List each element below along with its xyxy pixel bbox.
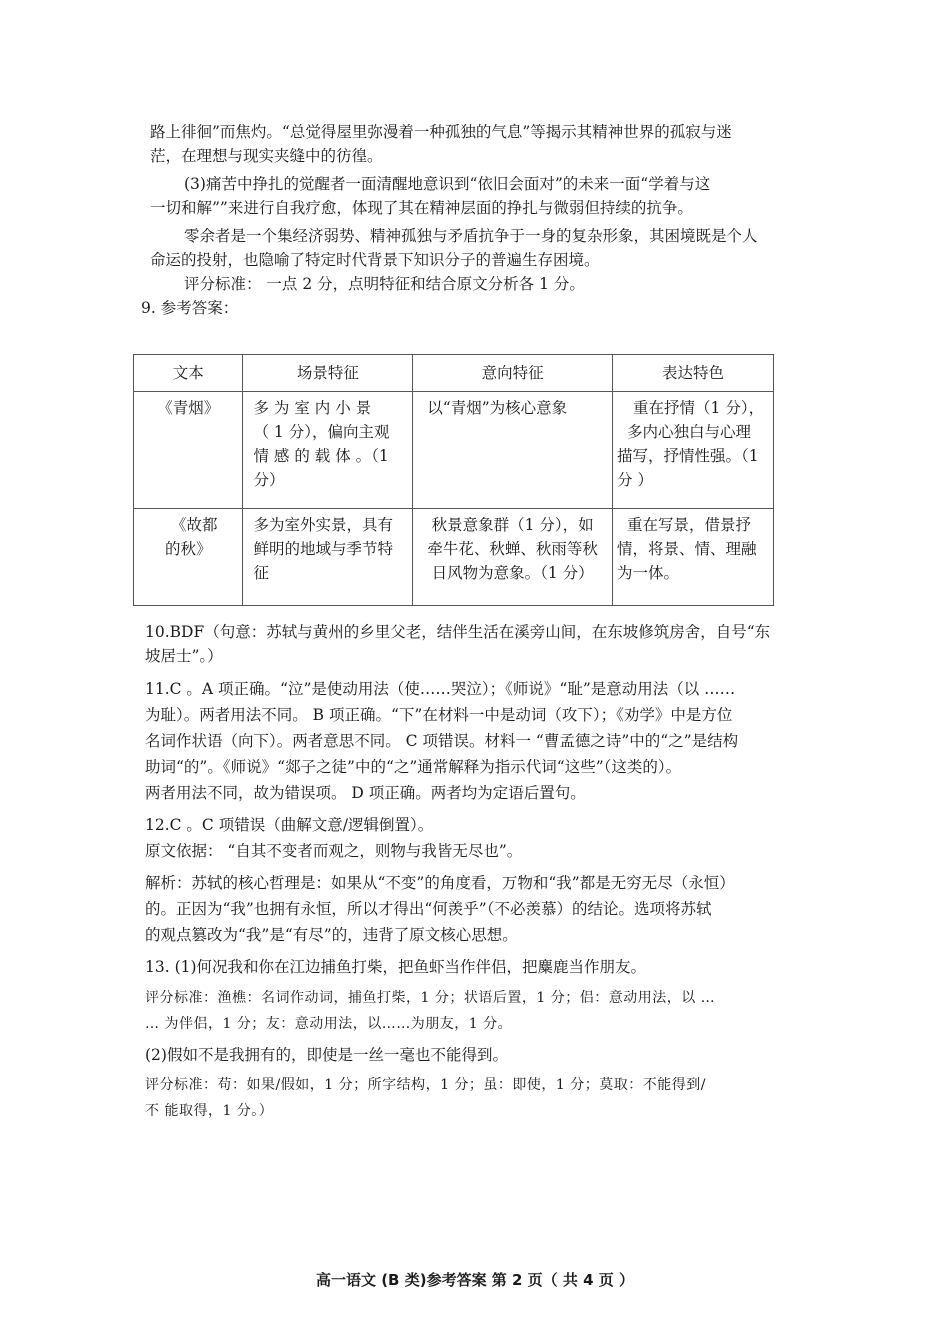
cell-line: 重在抒情（1 分），	[633, 399, 765, 417]
cell-line: 的秋》	[164, 540, 212, 558]
text-line: 名词作状语（向下）。两者意思不同。 C 项错误。材料一 “曹孟德之诗”中的“之”是结构	[145, 732, 739, 750]
style-cell	[613, 392, 774, 509]
text-line: 原文依据： “自其不变者而观之，则物与我皆无尽也”。	[145, 842, 523, 860]
cell-line: 情 感 的 载 体 。（1	[253, 447, 389, 465]
header-cell: 意向特征	[413, 355, 613, 392]
question-9-label	[141, 296, 238, 320]
summary-paragraph	[184, 224, 758, 248]
text-line: 不 能取得，1 分。）	[145, 1103, 274, 1119]
scene-cell	[243, 392, 413, 509]
page-footer: 高一语文 (B 类)参考答案 第 2 页（ 共 4 页 ）	[315, 1271, 635, 1289]
table-row	[134, 509, 774, 606]
point-3-paragraph-cont	[150, 196, 693, 220]
header-cell: 文本	[134, 355, 243, 392]
q13-scoring-2	[145, 1072, 706, 1124]
text-line: 11.C 。A 项正确。“泣”是使动用法（使……哭泣）；《师说》“耻”是意动用法（以 ……	[145, 680, 736, 698]
scoring-text: 评分标准： 一点 2 分，点明特征和结合原文分析各 1 分。	[184, 275, 585, 293]
q9-text: 9. 参考答案：	[141, 299, 239, 317]
scene-cell	[243, 509, 413, 606]
image-cell	[413, 392, 613, 509]
cell-line: 多内心独白与心理	[627, 423, 752, 441]
text-line: (3)痛苦中挣扎的觉醒者一面清醒地意识到“依旧会面对”的未来一面“学着与这	[184, 175, 711, 193]
cell-line: 秋景意象群（1 分），如	[431, 516, 594, 534]
cell-line: 《故都	[170, 516, 218, 534]
table-row	[134, 392, 774, 509]
cell-line: 情，将景、情、理融	[617, 540, 757, 558]
text-line: 助词“的”。《师说》“郯子之徒”中的“之”通常解释为指示代词“这些”（这类的）。	[145, 758, 682, 776]
text-line: 评分标准：苟：如果/假如，1 分；所字结构，1 分；虽：即使，1 分；莫取：不能得到/	[145, 1077, 707, 1093]
cell-line: 描写，抒情性强。（1	[617, 447, 759, 465]
scoring-standard	[184, 272, 585, 296]
text-line: 的观点篡改为“我”是“有尽”的，违背了原文核心思想。	[145, 926, 518, 944]
cell-line: 《青烟》	[157, 399, 220, 417]
summary-paragraph-cont	[150, 248, 600, 272]
text-line: 12.C 。C 项错误（曲解文意/逻辑倒置）。	[145, 816, 434, 834]
text-cell	[134, 392, 243, 509]
text-line: 为耻）。两者用法不同。 B 项正确。“下”在材料一中是动词（攻下）；《劝学》中是方位	[145, 706, 733, 724]
text-line: 零余者是一个集经济弱势、精神孤独与矛盾抗争于一身的复杂形象，其困境既是个人	[184, 227, 758, 245]
text-line: 评分标准：渔樵：名词作动词，捕鱼打柴，1 分；状语后置，1 分；侣：意动用法，以 …	[145, 990, 716, 1006]
text-line: … 为伴侣，1 分；友：意动用法，以……为朋友，1 分。	[145, 1016, 513, 1032]
text-line: 的。正因为“我”也拥有永恒，所以才得出“何羡乎”（不必羡慕）的结论。选项将苏轼	[145, 900, 712, 918]
text-line: 命运的投射，也隐喻了特定时代背景下知识分子的普遍生存困境。	[150, 251, 600, 269]
cell-line: 多 为 室 内 小 景	[253, 399, 372, 417]
text-line: 坡居士”。）	[145, 647, 223, 665]
text-cell	[134, 509, 243, 606]
cell-line: （ 1 分），偏向主观	[253, 423, 390, 441]
cell-line: 日风物为意象。（1 分）	[431, 564, 594, 582]
image-cell	[413, 509, 613, 606]
question-10	[145, 620, 770, 668]
answer-table	[133, 354, 774, 606]
text-line: 10.BDF（句意：苏轼与黄州的乡里父老，结伴生活在溪旁山间，在东坡修筑房舍，自号“东	[145, 623, 771, 641]
question-13-part-1	[145, 954, 646, 980]
text-line: 一切和解””来进行自我疗愈，体现了其在精神层面的挣扎与微弱但持续的抗争。	[150, 199, 693, 217]
cell-line: 牵牛花、秋蝉、秋雨等秋	[427, 540, 598, 558]
table-header-row	[134, 355, 774, 392]
cell-line: 重在写景，借景抒	[627, 516, 752, 534]
cell-line: 分）	[253, 471, 285, 489]
point-3-paragraph	[184, 172, 710, 196]
cell-line: 征	[253, 564, 269, 582]
text-line: 路上徘徊”而焦灼。“总觉得屋里弥漫着一种孤独的气息”等揭示其精神世界的孤寂与迷	[150, 123, 732, 141]
text-line: 解析：苏轼的核心哲理是：如果从“不变”的角度看，万物和“我”都是无穷无尽（永恒）	[145, 874, 735, 892]
q13-scoring-1	[145, 985, 715, 1037]
style-cell	[613, 509, 774, 606]
header-cell: 表达特色	[613, 355, 774, 392]
text-line: 茫，在理想与现实夹缝中的彷徨。	[150, 147, 383, 165]
intro-paragraph	[150, 120, 732, 168]
cell-line: 多为室外实景，具有	[253, 516, 393, 534]
text-line: (2)假如不是我拥有的，即使是一丝一毫也不能得到。	[145, 1046, 508, 1064]
text-line: 13. (1)何况我和你在江边捕鱼打柴，把鱼虾当作伴侣，把麋鹿当作朋友。	[145, 958, 647, 976]
header-cell: 场景特征	[243, 355, 413, 392]
cell-line: 为一体。	[617, 564, 680, 582]
question-13-part-2	[145, 1042, 508, 1068]
cell-line: 分 ）	[617, 471, 653, 489]
text-line: 两者用法不同，故为错误项。 D 项正确。两者均为定语后置句。	[145, 784, 586, 802]
cell-line: 以“青烟”为核心意象	[427, 399, 568, 417]
question-12	[145, 812, 735, 948]
cell-line: 鲜明的地域与季节特	[253, 540, 393, 558]
question-11	[145, 676, 738, 806]
